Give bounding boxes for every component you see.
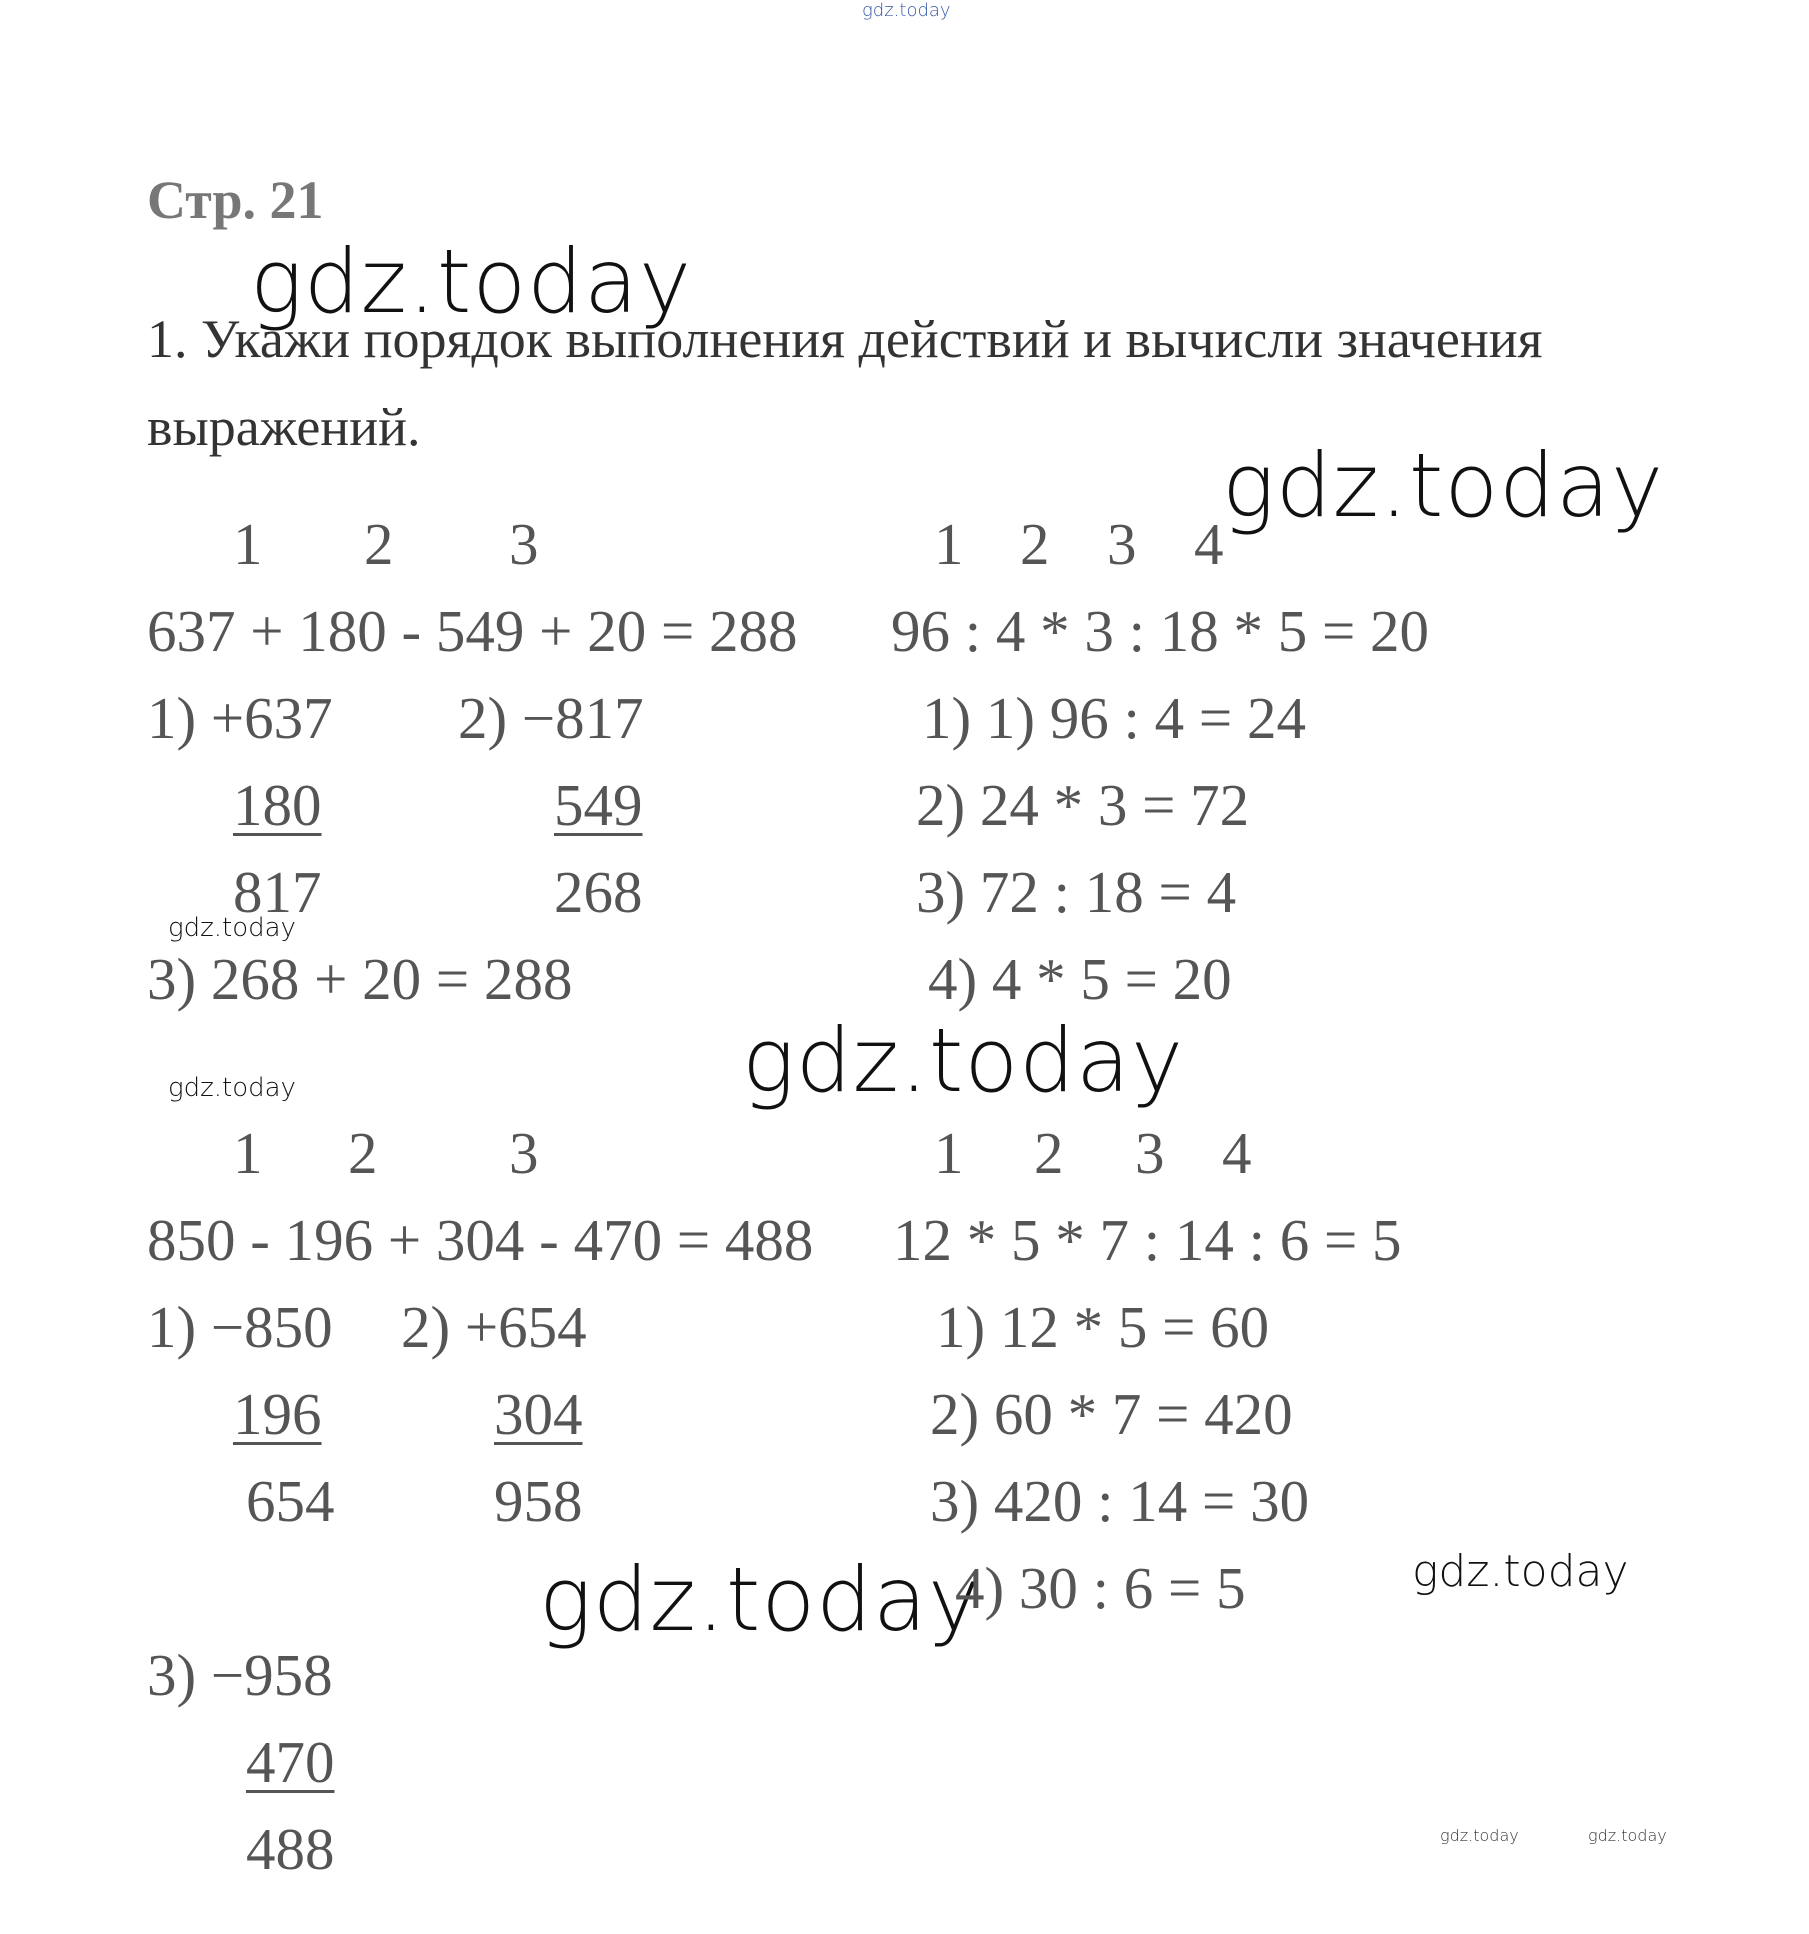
order-number: 1 — [934, 1120, 964, 1186]
order-number: 1 — [233, 1120, 263, 1186]
watermark-small-2: gdz.today — [168, 1073, 296, 1103]
step-operand: 470 — [246, 1729, 335, 1795]
watermark-small-1: gdz.today — [168, 913, 296, 943]
step-result: 268 — [554, 859, 643, 925]
step-label: 2) +654 — [401, 1294, 587, 1360]
expression: 12 * 5 * 7 : 14 : 6 = 5 — [893, 1207, 1402, 1273]
step-result: 817 — [233, 859, 322, 925]
order-number: 1 — [934, 511, 964, 577]
watermark-top: gdz.today — [862, 0, 951, 21]
expression: 637 + 180 - 549 + 20 = 288 — [147, 598, 798, 664]
watermark-large-1: gdz.today — [250, 230, 693, 333]
watermark-tiny-2: gdz.today — [1588, 1826, 1667, 1845]
step-operand: 180 — [233, 772, 322, 838]
watermark-large-2: gdz.today — [1222, 434, 1665, 537]
order-number: 2 — [348, 1120, 378, 1186]
step-operand: 549 — [554, 772, 643, 838]
step-operand: 304 — [494, 1381, 583, 1447]
step-line: 4) 30 : 6 = 5 — [955, 1555, 1246, 1621]
order-number: 4 — [1222, 1120, 1252, 1186]
step-label: 3) −958 — [147, 1642, 333, 1708]
order-number: 3 — [509, 511, 539, 577]
step-label: 1) +637 — [147, 685, 333, 751]
step-label: 1) −850 — [147, 1294, 333, 1360]
watermark-large-3: gdz.today — [742, 1009, 1185, 1112]
expression: 96 : 4 * 3 : 18 * 5 = 20 — [891, 598, 1430, 664]
step-operand: 196 — [233, 1381, 322, 1447]
watermark-large-4: gdz.today — [539, 1548, 982, 1651]
order-number: 2 — [1020, 511, 1050, 577]
step-line: 3) 268 + 20 = 288 — [147, 946, 573, 1012]
expression: 850 - 196 + 304 - 470 = 488 — [147, 1207, 814, 1273]
watermark-mid: gdz.today — [1412, 1546, 1629, 1597]
step-line: 1) 1) 96 : 4 = 24 — [922, 685, 1306, 751]
order-number: 1 — [233, 511, 263, 577]
step-line: 1) 12 * 5 = 60 — [936, 1294, 1270, 1360]
step-result: 654 — [246, 1468, 335, 1534]
step-result: 958 — [494, 1468, 583, 1534]
page-heading: Стр. 21 — [147, 170, 324, 230]
step-label: 2) −817 — [458, 685, 644, 751]
step-line: 2) 24 * 3 = 72 — [916, 772, 1250, 838]
step-line: 4) 4 * 5 = 20 — [928, 946, 1232, 1012]
order-number: 3 — [1107, 511, 1137, 577]
order-number: 4 — [1194, 511, 1224, 577]
order-number: 2 — [1034, 1120, 1064, 1186]
step-line: 3) 420 : 14 = 30 — [930, 1468, 1310, 1534]
order-number: 2 — [364, 511, 394, 577]
task-text-line-2: выражений. — [147, 397, 421, 457]
watermark-tiny-1: gdz.today — [1440, 1826, 1519, 1845]
task-text-line-1: 1. Укажи порядок выполнения действий и вычисли значения — [147, 309, 1543, 369]
step-result: 488 — [246, 1816, 335, 1882]
order-number: 3 — [509, 1120, 539, 1186]
order-number: 3 — [1135, 1120, 1165, 1186]
step-line: 3) 72 : 18 = 4 — [916, 859, 1237, 925]
step-line: 2) 60 * 7 = 420 — [930, 1381, 1293, 1447]
